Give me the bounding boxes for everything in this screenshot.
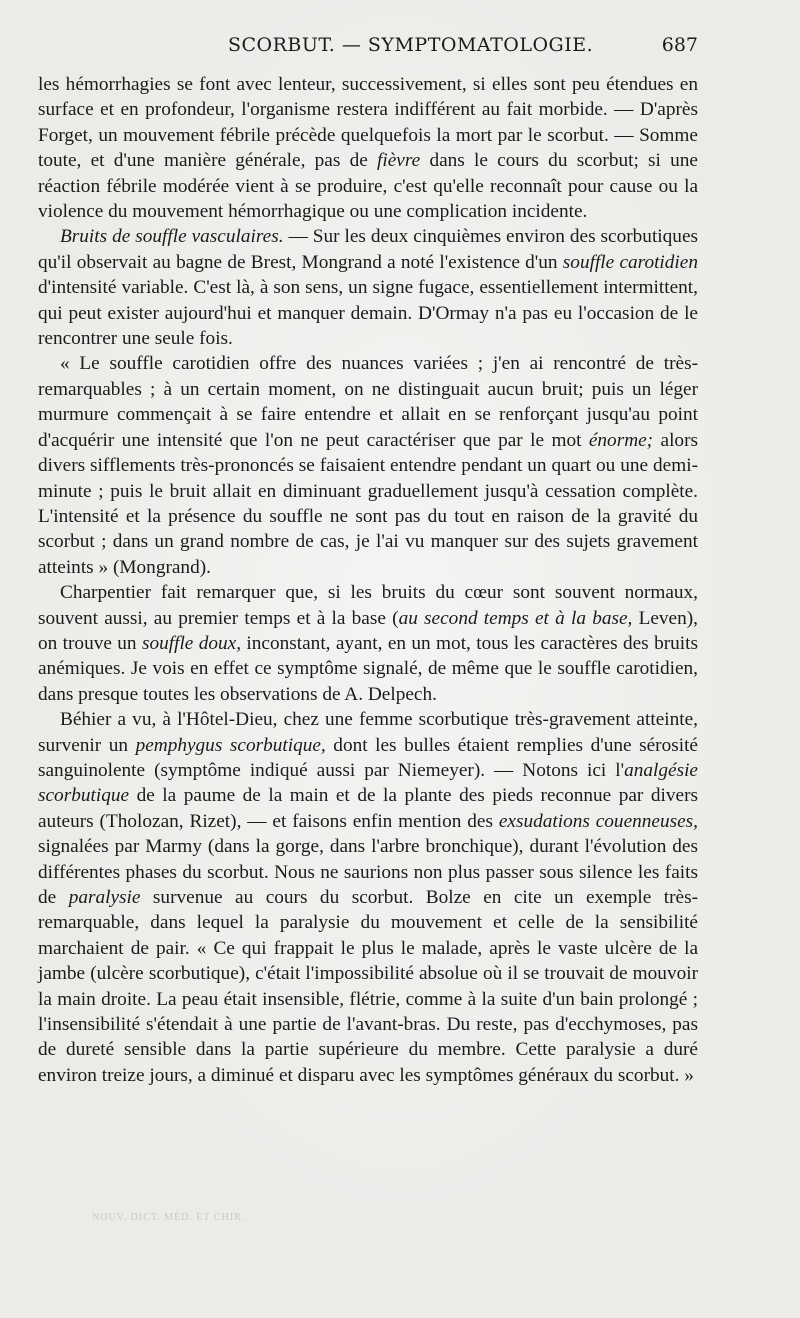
p2-emphasis: souffle carotidien — [562, 251, 698, 273]
page-number: 687 — [661, 34, 698, 56]
p1-text: les hémorrhagies se font avec lenteur, successivement, si elles sont peu étendues en surface et en profondeur, l'organisme restera indifférent au fait morbide. — D'après Forget, un mouvement fébrile précède quelquefois la mort par le scorbut. — Somme toute, et d'une manière générale, pas de — [38, 74, 698, 172]
running-head — [38, 34, 698, 62]
p5-text-c: de la paume de la main et de la plante des pieds reconnue par divers auteurs (Tholozan, Rizet), — et faisons enfin mention des — [38, 785, 698, 832]
p2-heading: Bruits de souffle vasculaires. — [60, 226, 284, 248]
p5-text-b: dont les bulles étaient remplies d'une sérosité sanguinolente (symptôme indiqué aussi par Niemeyer). — Notons ici l' — [38, 734, 698, 781]
p4-emphasis-2: souffle doux, — [141, 632, 242, 654]
paragraph-1 — [38, 72, 698, 224]
p5-emphasis-4: paralysie — [68, 887, 141, 908]
p3-text-b: alors divers sifflements très-prononcés se faisaient entendre pendant un quart ou une demi-minute ; puis le bruit allait en diminuant graduellement jusqu'à cessation complète. L'intensité et la présence du souffle ne sont pas du tout en raison de la gravité du scorbut ; dans un grand nombre de cas, je l'ai vu manquer sur des sujets gravement atteints » (Mongrand). — [38, 429, 698, 578]
p2-text-a: — Sur les deux cinquièmes environ des scorbutiques qu'il observait au bagne de Brest, Mongrand a noté l'existence d'un — [38, 226, 699, 273]
paragraph-4 — [38, 580, 698, 707]
paragraph-2 — [38, 224, 698, 351]
paragraph-3 — [38, 351, 698, 580]
p1-emphasis: fièvre — [377, 150, 421, 172]
p5-emphasis-2: analgésie scorbutique — [38, 759, 698, 807]
p4-emphasis-1: au second temps et à la base, — [398, 607, 633, 629]
p5-emphasis-1: pemphygus scorbutique, — [135, 734, 326, 756]
p3-emphasis: énorme; — [588, 429, 654, 451]
p5-text-a: Béhier a vu, à l'Hôtel-Dieu, chez une femme scorbutique très-gravement atteinte, survenir un — [38, 709, 698, 756]
p4-text-a: Charpentier fait remarquer que, si les bruits du cœur sont souvent normaux, souvent aussi, au premier temps et à la base ( — [38, 582, 698, 629]
running-title: SCORBUT. — SYMPTOMATOLOGIE. — [228, 34, 594, 56]
signature-line: NOUV. DICT. MÉD. ET CHIR. — [92, 1212, 246, 1223]
p5-text-e: survenue au cours du scorbut. Bolze en cite un exemple très-remarquable, dans lequel la paralysie du mouvement et celle de la sensibilité marchaient de pair. « Ce qui frappait le plus le malade, après le vaste ulcère de la jambe (ulcère scorbutique), c'était l'impossibilité absolue où il se trouvait de mouvoir la main droite. La peau était insensible, flétrie, comme à la suite d'un bain prolongé ; l'insensibilité s'étendait à une partie de l'avant-bras. Du reste, pas d'ecchymoses, pas de dureté sensible dans la partie supérieure du membre. Cette paralysie a duré environ treize jours, a diminué et disparu avec les symptômes généraux du scorbut. » — [38, 887, 698, 1086]
paragraph-5 — [38, 707, 698, 1088]
p2-text-b: d'intensité variable. C'est là, à son sens, un signe fugace, essentiellement intermittent, qui peut exister aujourd'hui et manquer demain. D'Ormay n'a pas eu l'occasion de le rencontrer une seule fois. — [38, 277, 698, 350]
p5-text-d: signalées par Marmy (dans la gorge, dans l'arbre bronchique), durant l'évolution des différentes phases du scorbut. Nous ne saurions non plus passer sous silence les faits de — [38, 836, 698, 908]
p3-text-a: « Le souffle carotidien offre des nuances variées ; j'en ai rencontré de très-remarquables ; à un certain moment, on ne distinguait aucun bruit; puis un léger murmure commençait à se faire entendre et allait en se renforçant jusqu'au point d'acquérir une intensité que l'on ne peut caractériser que par le mot — [38, 353, 698, 451]
body-text — [38, 72, 698, 1088]
p5-emphasis-3: exsudations couenneuses, — [498, 810, 698, 832]
p4-text-c: inconstant, ayant, en un mot, tous les caractères des bruits anémiques. Je vois en effet ce symptôme signalé, de même que le souffle carotidien, dans presque toutes les observations de A. Delpech. — [38, 632, 698, 705]
p4-text-b: Leven), on trouve un — [38, 607, 698, 654]
p1-text-end: dans le cours du scorbut; si une réaction fébrile modérée vient à se produire, c'est qu'elle reconnaît pour cause ou la violence du mouvement hémorrhagique ou une complication incidente. — [38, 150, 698, 223]
